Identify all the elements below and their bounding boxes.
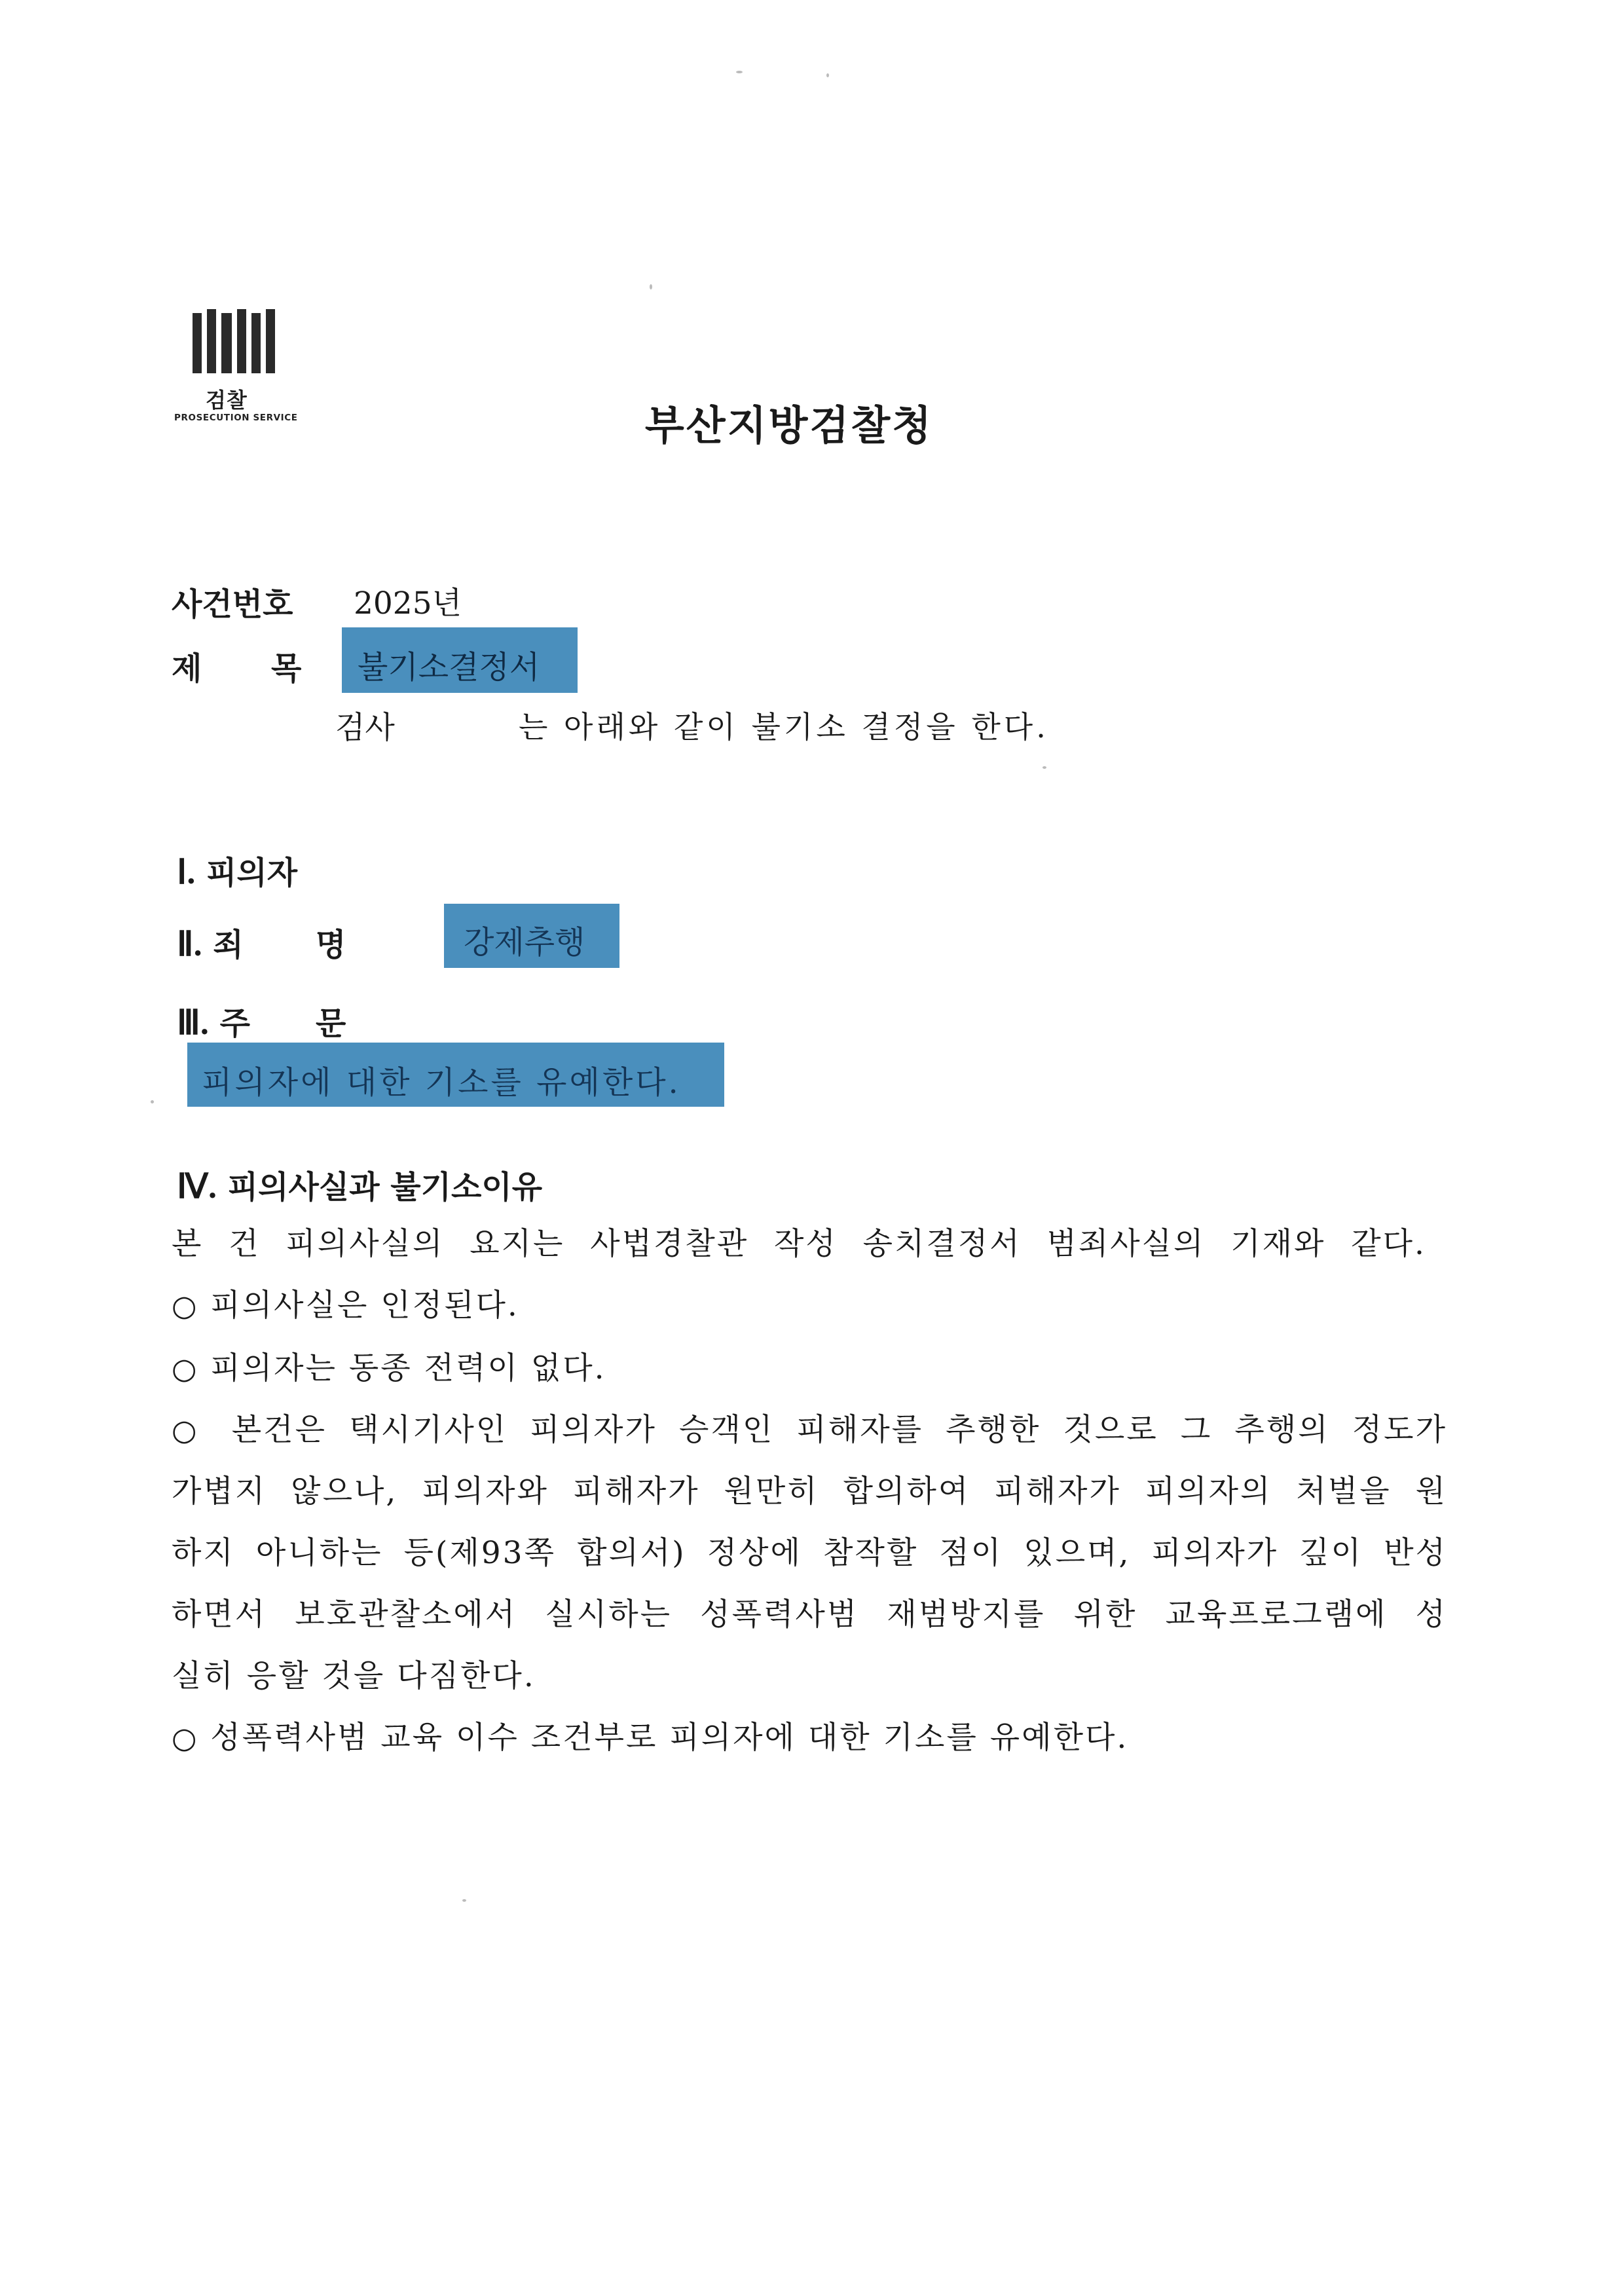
- reason-item: [172, 1344, 606, 1388]
- section-charge: [177, 919, 346, 965]
- section-suspect: [177, 847, 297, 893]
- office-title: 부산지방검찰청: [644, 401, 934, 449]
- scan-speck: [151, 1100, 154, 1103]
- logo-bar: [251, 313, 261, 373]
- case-number-label: 사건번호: [172, 586, 293, 623]
- section-title-char: 명: [316, 927, 346, 963]
- logo-bar: [207, 309, 216, 373]
- section-title: 피의자: [206, 855, 298, 891]
- reason-text-line: 하지 아니하는 등(제93쪽 합의서) 정상에 참작할 점이 있으며, 피의자가 깊이 반성: [172, 1535, 1447, 1571]
- reason-text: 피의자는 동종 전력이 없다.: [210, 1350, 606, 1386]
- reason-text: 본건은 택시기사인 피의자가 승객인 피해자를 추행한 것으로 그 추행의 정도가: [231, 1412, 1447, 1448]
- logo-bar: [266, 309, 275, 373]
- scan-speck: [462, 1899, 466, 1902]
- logo-bar: [221, 313, 232, 373]
- section-number: Ⅱ.: [177, 926, 202, 963]
- prosecutor-label: 검사: [335, 710, 395, 746]
- charge-value: 강제추행: [464, 924, 585, 961]
- logo-bar: [237, 309, 246, 373]
- reason-text: 피의사실은 인정된다.: [210, 1287, 519, 1324]
- section-title-char: 문: [316, 1005, 346, 1042]
- case-number-value: 2025년: [354, 585, 462, 621]
- reason-text-line: 하면서 보호관찰소에서 실시하는 성폭력사범 재범방지를 위한 교육프로그램에 성: [172, 1597, 1447, 1633]
- reason-item: [172, 1281, 519, 1325]
- logo-text-en: PROSECUTION SERVICE: [174, 413, 298, 423]
- bullet-circle: ○: [172, 1414, 210, 1447]
- document-title-value: 불기소결정서: [358, 649, 540, 686]
- bullet-circle: ○: [172, 1722, 199, 1755]
- reason-text-line: 가볍지 않으나, 피의자와 피해자가 원만히 합의하여 피해자가 피의자의 처벌을 원: [172, 1473, 1447, 1509]
- logo-text-ko: 검찰: [206, 388, 248, 413]
- title-label-char: 제: [172, 650, 202, 687]
- scan-speck: [826, 73, 829, 77]
- reason-text-line: 실히 응할 것을 다짐한다.: [172, 1658, 536, 1694]
- logo-bar: [193, 313, 202, 373]
- scan-speck: [650, 284, 652, 289]
- reason-text: 성폭력사범 교육 이수 조건부로 피의자에 대한 기소를 유예한다.: [210, 1720, 1129, 1756]
- section-number: Ⅳ.: [177, 1168, 217, 1206]
- decision-statement: 는 아래와 같이 불기소 결정을 한다.: [519, 709, 1049, 745]
- section-title-char: 주: [219, 1005, 250, 1042]
- section-number: Ⅲ.: [177, 1005, 209, 1042]
- scan-speck: [736, 71, 743, 73]
- section-number: Ⅰ.: [177, 854, 196, 891]
- section-title-char: 죄: [213, 927, 244, 963]
- bullet-circle: ○: [172, 1352, 199, 1386]
- ruling-value: 피의자에 대한 기소를 유예한다.: [202, 1064, 681, 1101]
- section-ruling: [177, 998, 346, 1043]
- reason-item: [172, 1713, 1128, 1757]
- facts-summary: 본 건 피의사실의 요지는 사법경찰관 작성 송치결정서 범죄사실의 기재와 같다.: [172, 1226, 1426, 1262]
- reason-item: [172, 1405, 1447, 1449]
- section-facts-reasons: [177, 1162, 542, 1207]
- section-title: 피의사실과 불기소이유: [227, 1169, 543, 1206]
- bullet-circle: ○: [172, 1289, 199, 1323]
- scan-speck: [1043, 766, 1046, 769]
- title-label-char: 목: [271, 650, 302, 687]
